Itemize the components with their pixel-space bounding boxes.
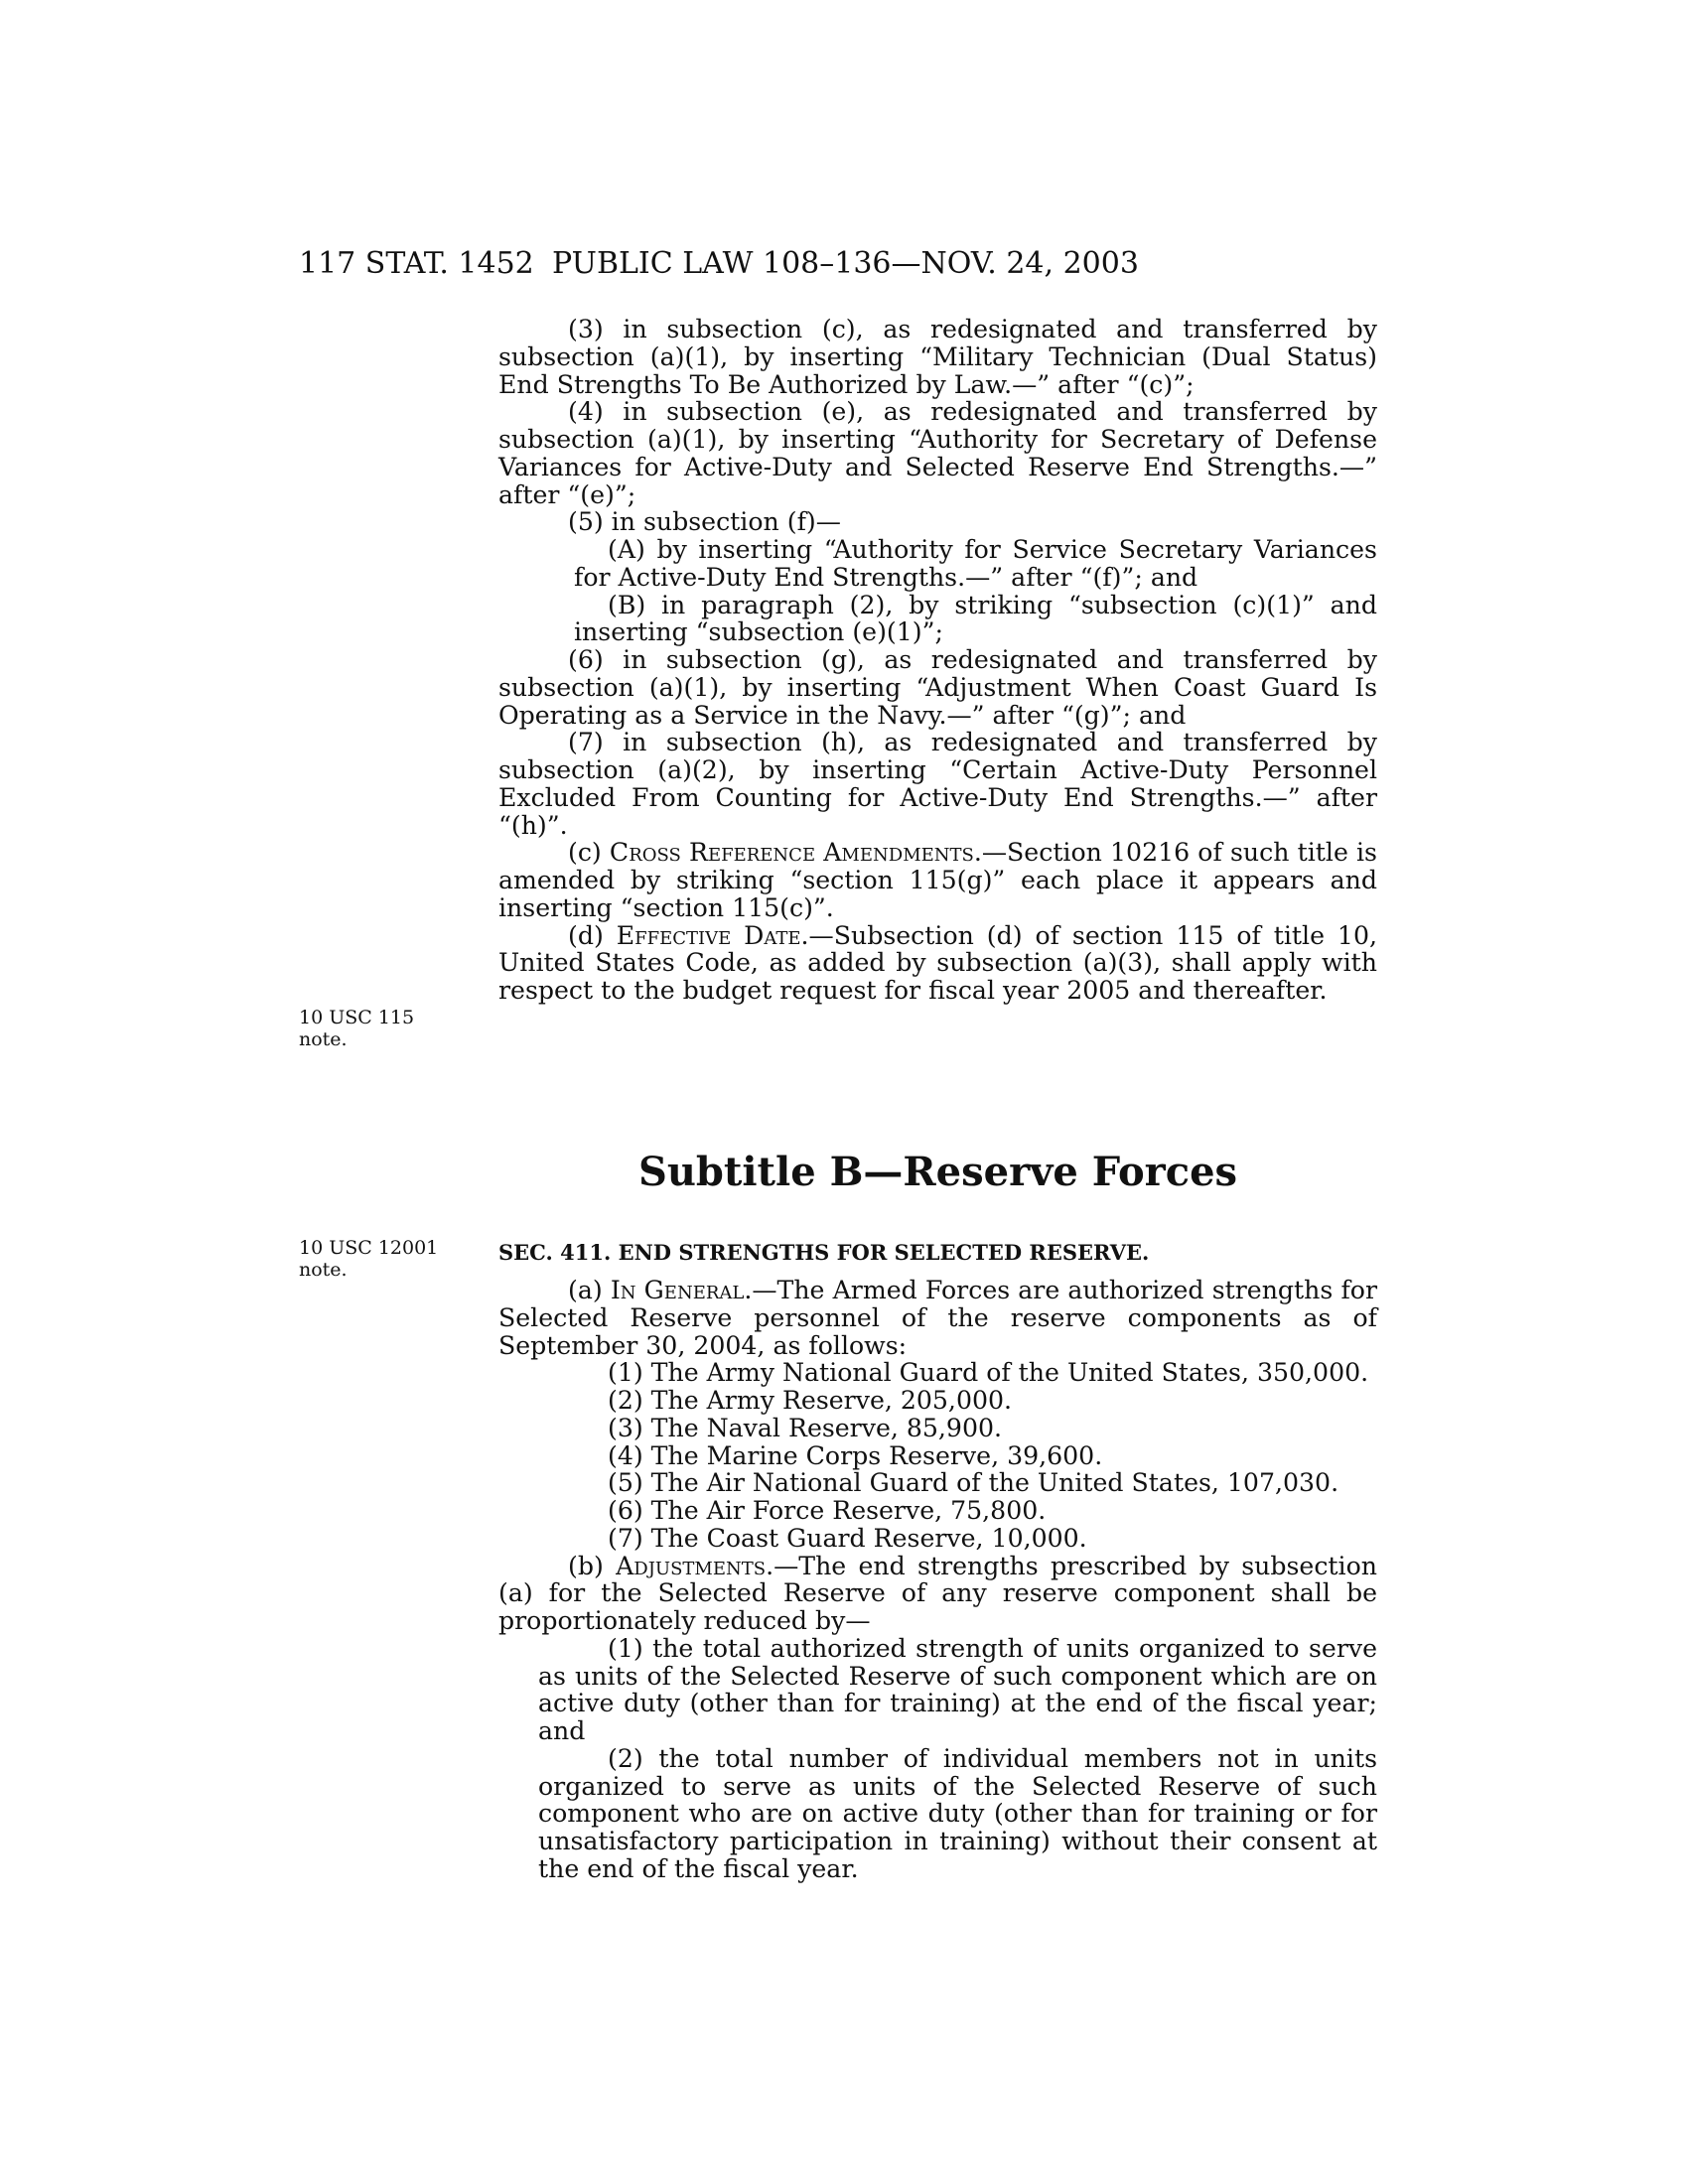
list-item: (4) The Marine Corps Reserve, 39,600.	[608, 1440, 1103, 1470]
amendments-block	[498, 316, 1377, 1005]
subsection-b-paragraph-1: (1) the total authorized strength of units organized to serve as units of the Selected Reserve of such component which are on active duty (other than for training) at the end of the fiscal year; and	[538, 1633, 1377, 1745]
list-item: (6) The Air Force Reserve, 75,800.	[608, 1496, 1047, 1525]
subsection-b-heading: Adjustments.	[616, 1551, 774, 1580]
subsection-a-heading: In General.	[610, 1276, 753, 1304]
strength-list	[498, 1359, 1377, 1552]
paragraph-5: (5) in subsection (f)—	[568, 507, 841, 537]
subsection-b-paragraph-2: (2) the total number of individual members not in units organized to serve as units of the Selected Reserve of such component who are on active duty (other than for training or for unsatisfactory participation in training) without their consent at the end of the fiscal year.	[538, 1743, 1377, 1883]
list-item: (3) The Naval Reserve, 85,900.	[608, 1413, 1003, 1442]
subsection-a	[498, 1277, 1377, 1359]
paragraph-6: (6) in subsection (g), as redesignated and transferred by subsection (a)(1), by inserting “Adjustment When Coast Guard Is Operating as a Service in the Navy.—” after “(g)”; and	[498, 645, 1377, 730]
subsection-d-prefix: (d)	[568, 920, 617, 950]
paragraph-4: (4) in subsection (e), as redesignated and transferred by subsection (a)(1), by inserting “Authority for Secretary of Defense Variances for Active-Duty and Selected Reserve End Strengths.—” after “(e)”;	[498, 397, 1377, 509]
margin-note-usc-12001: 10 USC 12001 note.	[299, 1237, 439, 1281]
subsection-c-prefix: (c)	[568, 838, 610, 868]
list-item: (1) The Army National Guard of the United States, 350,000.	[608, 1358, 1369, 1388]
subsection-b-text: —The end strengths prescribed by subsection (a) for the Selected Reserve of any reserve component shall be proportionately reduced by—	[498, 1551, 1377, 1635]
paragraph-3: (3) in subsection (c), as redesignated and transferred by subsection (a)(1), by inserting “Military Technician (Dual Status) End Strengths To Be Authorized by Law.—” after “(c)”;	[498, 315, 1377, 399]
public-law-title: PUBLIC LAW 108–136—NOV. 24, 2003	[552, 246, 1139, 281]
subsection-d	[498, 922, 1377, 1005]
list-item: (2) The Army Reserve, 205,000.	[608, 1386, 1013, 1415]
subsection-c-heading: Cross Reference Amendments.	[609, 838, 982, 868]
paragraph-5-a: (A) by inserting “Authority for Service Secretary Variances for Active-Duty End Strengths.—” after “(f)”; and	[574, 535, 1377, 592]
subsection-b-prefix: (b)	[568, 1551, 617, 1580]
subsection-c	[498, 839, 1377, 921]
subsection-b	[498, 1553, 1377, 1635]
margin-note-usc-115: 10 USC 115 note.	[299, 1007, 415, 1050]
list-item: (5) The Air National Guard of the United States, 107,030.	[608, 1468, 1339, 1498]
subsection-d-heading: Effective Date.	[616, 920, 809, 950]
subsection-a-text: —The Armed Forces are authorized strengths for Selected Reserve personnel of the reserve components as of September 30, 2004, as follows:	[498, 1276, 1377, 1360]
subsection-d-text: —Subsection (d) of section 115 of title 10, United States Code, as added by subsection (a)(3), shall apply with respect to the budget request for fiscal year 2005 and thereafter.	[498, 920, 1377, 1005]
section-heading: SEC. 411. END STRENGTHS FOR SELECTED RESERVE.	[498, 1240, 1150, 1265]
statute-page-number: 117 STAT. 1452	[299, 246, 534, 281]
subtitle-heading: Subtitle B—Reserve Forces	[637, 1149, 1238, 1195]
page-header	[299, 246, 1377, 290]
paragraph-7: (7) in subsection (h), as redesignated and transferred by subsection (a)(2), by inserting “Certain Active-Duty Personnel Excluded From Counting for Active-Duty End Strengths.—” after “(h)”.	[498, 728, 1377, 840]
subsection-c-text: —Section 10216 of such title is amended by striking “section 115(g)” each place it appears and inserting “section 115(c)”.	[498, 838, 1377, 922]
section-411-body	[498, 1277, 1377, 1883]
paragraph-5-b: (B) in paragraph (2), by striking “subsection (c)(1)” and inserting “subsection (e)(1)”;	[574, 590, 1377, 647]
subsection-a-prefix: (a)	[568, 1276, 611, 1304]
list-item: (7) The Coast Guard Reserve, 10,000.	[608, 1523, 1087, 1553]
